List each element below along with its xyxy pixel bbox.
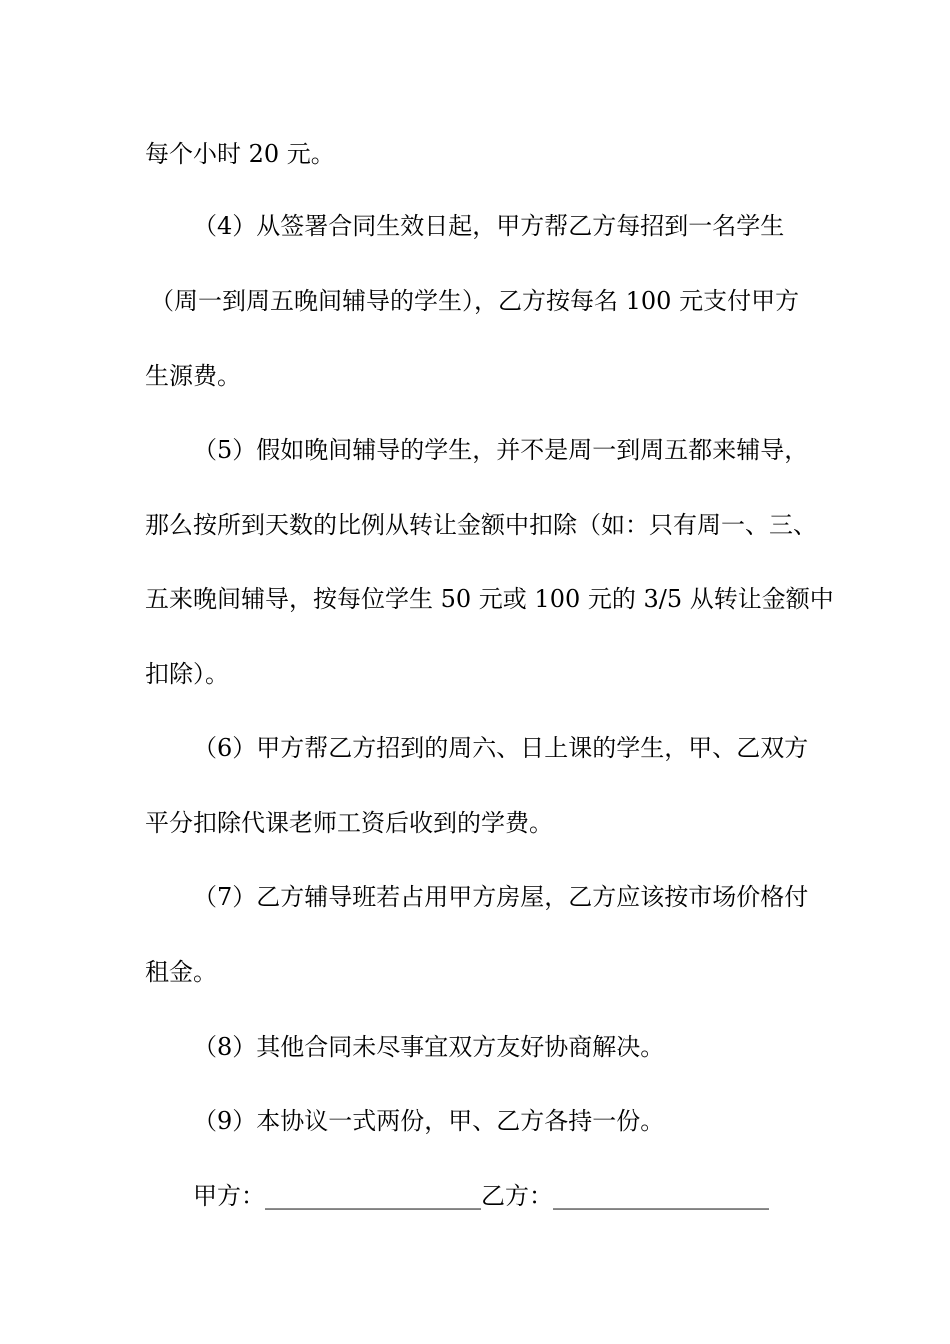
signature-row (193, 1181, 769, 1211)
paragraph-9-line-1: （9）本协议一式两份，甲、乙方各持一份。 (193, 1107, 665, 1135)
text-line: 每个小时 20 元。 (145, 140, 335, 168)
paragraph-7-line-1: （7）乙方辅导班若占用甲方房屋，乙方应该按市场价格付 (193, 883, 809, 911)
paragraph-5-line-2: 那么按所到天数的比例从转让金额中扣除（如：只有周一、三、 (145, 511, 817, 539)
paragraph-6-line-1: （6）甲方帮乙方招到的周六、日上课的学生，甲、乙双方 (193, 734, 809, 762)
paragraph-8-line-1: （8）其他合同未尽事宜双方友好协商解决。 (193, 1033, 665, 1061)
party-a-label: 甲方： (193, 1182, 265, 1210)
paragraph-6-line-2: 平分扣除代课老师工资后收到的学费。 (145, 809, 553, 837)
paragraph-5-line-4: 扣除）。 (145, 660, 229, 688)
paragraph-5-line-1: （5）假如晚间辅导的学生，并不是周一到周五都来辅导， (193, 436, 809, 464)
party-a-signature-blank: __________________ (265, 1182, 481, 1210)
paragraph-7-line-2: 租金。 (145, 958, 217, 986)
paragraph-5-line-3: 五来晚间辅导，按每位学生 50 元或 100 元的 3/5 从转让金额中 (145, 585, 834, 613)
party-b-signature-blank: __________________ (553, 1182, 769, 1210)
paragraph-4-line-3: 生源费。 (145, 362, 241, 390)
party-b-label: 乙方： (481, 1182, 553, 1210)
paragraph-4-line-1: （4）从签署合同生效日起，甲方帮乙方每招到一名学生 (193, 212, 785, 240)
paragraph-4-line-2: （周一到周五晚间辅导的学生），乙方按每名 100 元支付甲方 (150, 287, 800, 315)
